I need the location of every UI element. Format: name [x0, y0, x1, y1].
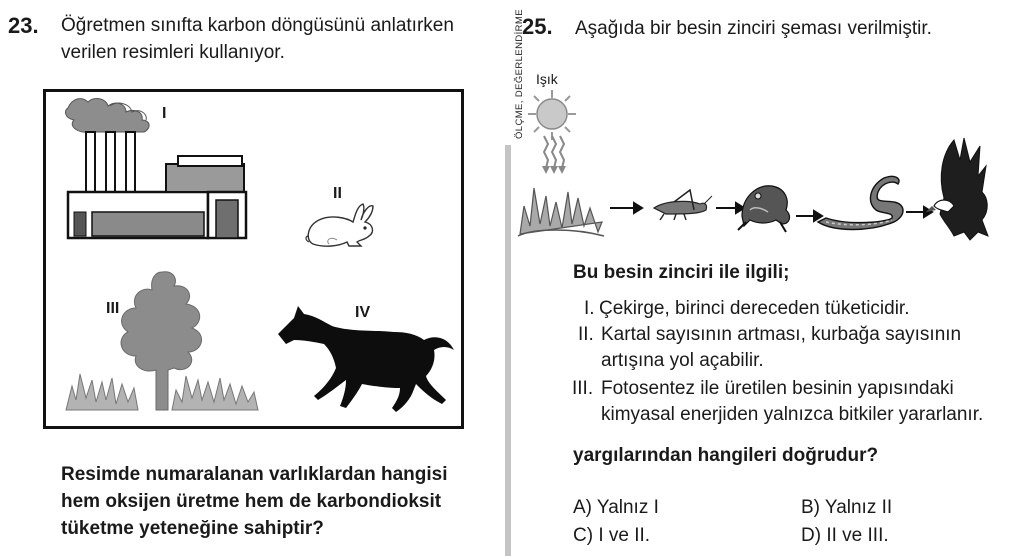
rabbit-illustration	[303, 200, 377, 250]
question-25-heading: Bu besin zinciri ile ilgili;	[573, 262, 790, 283]
question-25-stem: Aşağıda bir besin zinciri şeması verilmiştir.	[575, 18, 932, 39]
statement-II-line1: Kartal sayısının artması, kurbağa sayısının	[601, 324, 962, 345]
statement-I-line1: Çekirge, birinci dereceden tüketicidir.	[599, 298, 910, 319]
grass-icon	[518, 188, 604, 236]
tree-illustration	[62, 266, 262, 416]
option-a[interactable]: A) Yalnız I	[573, 497, 659, 518]
option-b[interactable]: B) Yalnız II	[801, 497, 893, 518]
statement-III-num: III.	[572, 378, 594, 399]
question-23-line2: hem oksijen üretme hem de karbondioksit	[61, 491, 442, 512]
factory-illustration	[60, 94, 260, 244]
label-IV: IV	[355, 304, 371, 321]
label-II: II	[333, 185, 342, 202]
snake-icon	[818, 176, 903, 229]
statement-II-num: II.	[578, 324, 594, 345]
food-chain-diagram	[514, 136, 994, 244]
question-25-number: 25.	[522, 14, 553, 39]
side-label: ÖLÇME, DEĞERLENDİRME	[514, 9, 525, 139]
statement-II-line2: artışına yol açabilir.	[601, 350, 764, 371]
statement-III-line2: kimyasal enerjiden yalnızca bitkiler yararlanır.	[601, 404, 984, 425]
statement-I-num: I.	[584, 298, 595, 319]
light-label: Işık	[536, 71, 558, 87]
question-23-stem-line2: verilen resimleri kullanıyor.	[61, 42, 285, 63]
column-divider	[505, 145, 511, 556]
option-d[interactable]: D) II ve III.	[801, 525, 889, 546]
question-23-line3: tüketme yeteneğine sahiptir?	[61, 518, 324, 539]
label-III: III	[106, 300, 120, 317]
question-25-prompt: yargılarından hangileri doğrudur?	[573, 445, 879, 466]
question-23-stem-line1: Öğretmen sınıfta karbon döngüsünü anlatırken	[61, 15, 454, 36]
grasshopper-icon	[654, 190, 712, 220]
eagle-icon	[926, 138, 988, 240]
label-I: I	[162, 105, 167, 122]
statement-III-line1: Fotosentez ile üretilen besinin yapısındaki	[601, 378, 954, 399]
question-23-number: 23.	[8, 13, 39, 38]
option-c[interactable]: C) I ve II.	[573, 525, 651, 546]
question-23-line1: Resimde numaralanan varlıklardan hangisi	[61, 464, 448, 485]
frog-icon	[738, 186, 789, 232]
